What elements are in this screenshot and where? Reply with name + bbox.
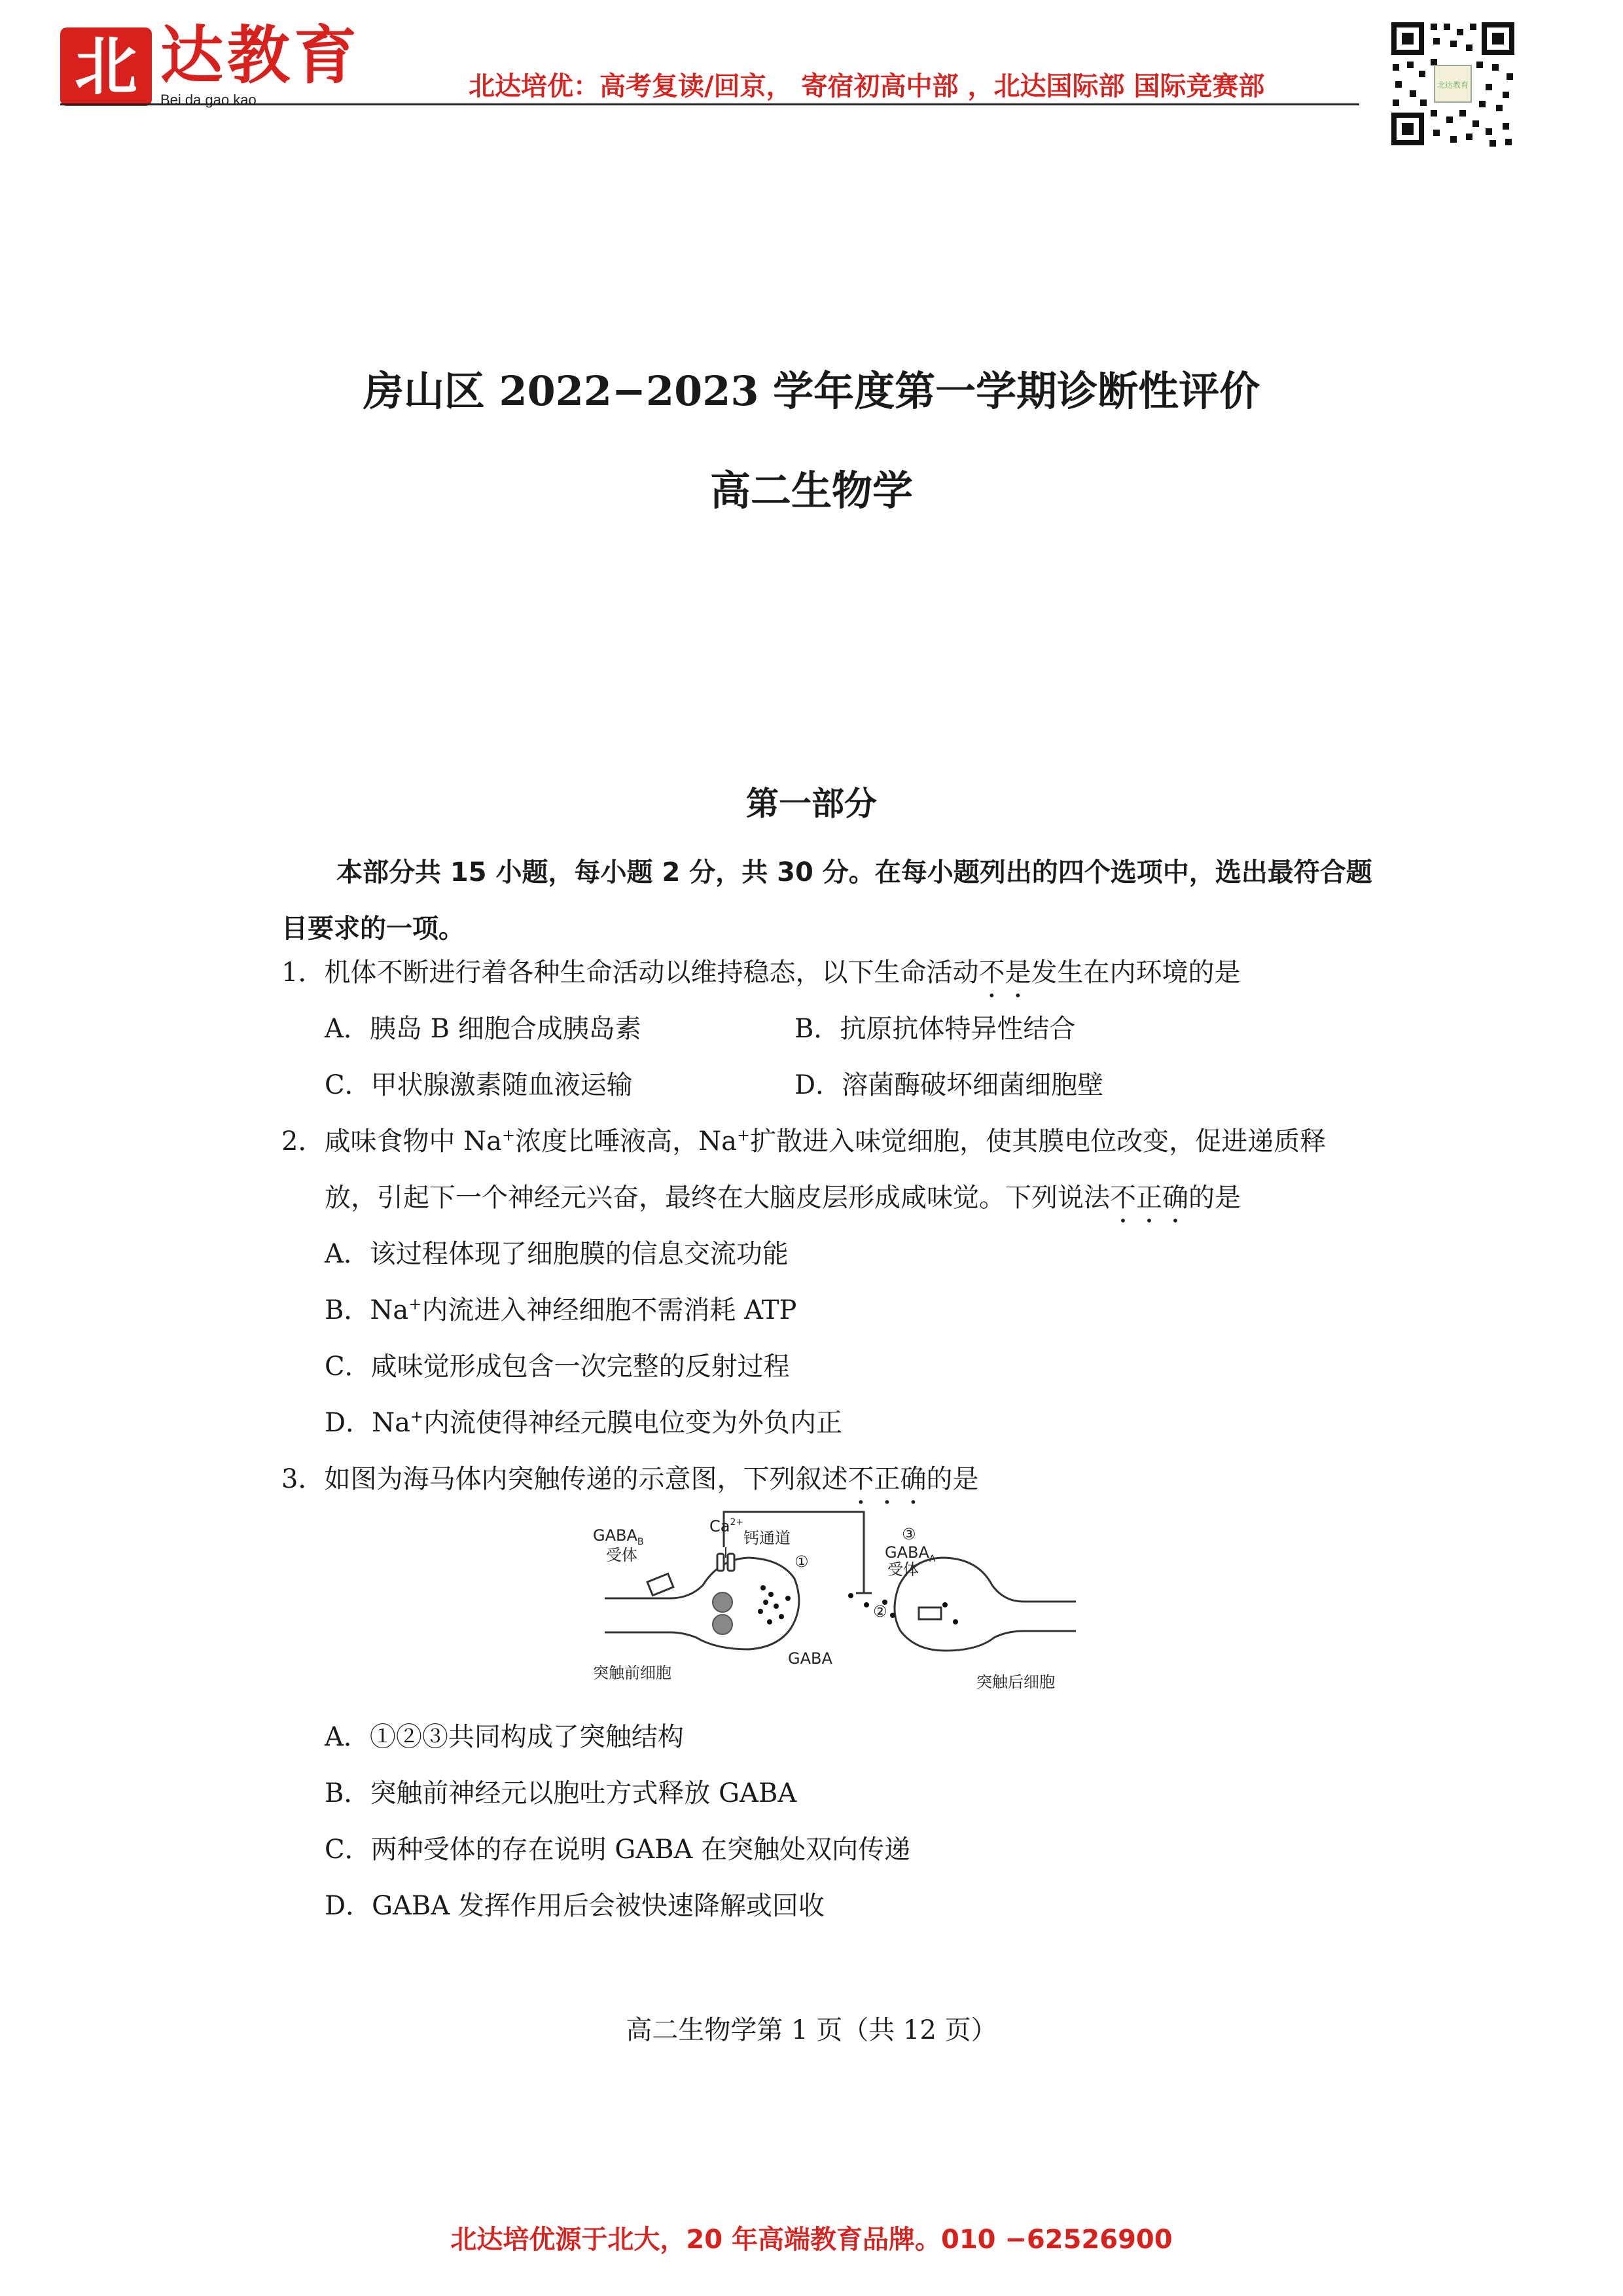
question-1-option-a: A．胰岛 B 细胞合成胰岛素 xyxy=(325,1014,641,1044)
exam-subject: 高二生物学 xyxy=(709,467,913,514)
question-3-option-c: C．两种受体的存在说明 GABA 在突触处双向传递 xyxy=(325,1835,911,1865)
question-3-option-b: B．突触前神经元以胞吐方式释放 GABA xyxy=(325,1778,797,1808)
question-1-option-b: B．抗原抗体特异性结合 xyxy=(794,1014,1076,1044)
question-1-stem: 1．机体不断进行着各种生命活动以维持稳态，以下生命活动不是发生在内环境的是 xyxy=(281,958,1241,988)
logo-subtitle: Bei da gao kao xyxy=(160,92,257,108)
header-divider xyxy=(60,103,1359,105)
page-number: 高二生物学第 1 页（共 12 页） xyxy=(626,2015,997,2045)
synapse-diagram xyxy=(592,1507,1089,1693)
question-3-option-d: D．GABA 发挥作用后会被快速降解或回收 xyxy=(325,1891,825,1921)
question-2-option-c: C．咸味觉形成包含一次完整的反射过程 xyxy=(325,1352,790,1382)
footer-slogan: 北达培优源于北大，20 年高端教育品牌。010 −62526900 xyxy=(450,2225,1173,2255)
marker-1: ① xyxy=(794,1552,809,1571)
calcium-channel-label: 钙通道 xyxy=(743,1529,791,1547)
question-2-option-a: A．该过程体现了细胞膜的信息交流功能 xyxy=(325,1239,789,1269)
exam-title: 房山区 2022−2023 学年度第一学期诊断性评价 xyxy=(363,367,1260,415)
gaba-a-receptor-label: 受体 xyxy=(887,1560,919,1579)
calcium-ion-label: $Ca^{2+}$ xyxy=(709,1517,744,1535)
gaba-label: GABA xyxy=(788,1649,832,1668)
marker-3: ③ xyxy=(902,1525,916,1543)
question-3-option-a: A．①②③共同构成了突触结构 xyxy=(325,1722,684,1752)
marker-2: ② xyxy=(873,1602,887,1621)
section-instructions: 本部分共 15 小题，每小题 2 分，共 30 分。在每小题列出的四个选项中，选出最符合题目要求的一项。 xyxy=(281,857,1372,944)
gaba-a-label: $GABA_A$ xyxy=(885,1543,936,1564)
question-1-option-c: C．甲状腺激素随血液运输 xyxy=(325,1070,633,1100)
section-title: 第一部分 xyxy=(746,785,877,823)
gaba-b-label: $GABA_B$ xyxy=(593,1526,644,1547)
qr-center-label: 北达教育 xyxy=(1436,81,1469,90)
postsynaptic-cell-label: 突触后细胞 xyxy=(976,1673,1055,1691)
gaba-b-receptor-label: 受体 xyxy=(606,1546,637,1564)
question-3-stem: 3．如图为海马体内突触传递的示意图，下列叙述不正确的是 xyxy=(281,1464,979,1494)
logo-text: 达教育 xyxy=(160,18,361,92)
question-2-option-b: B．Na+内流进入神经细胞不需消耗 ATP xyxy=(325,1295,797,1325)
presynaptic-cell-label: 突触前细胞 xyxy=(593,1664,671,1682)
question-1-option-d: D．溶菌酶破坏细菌细胞壁 xyxy=(794,1070,1104,1100)
logo-mark: 北 xyxy=(60,27,152,106)
header-slogan: 北达培优：高考复读/回京， 寄宿初高中部 ，北达国际部 国际竞赛部 xyxy=(469,71,1265,101)
qr-code-icon xyxy=(1387,18,1518,149)
question-2-option-d: D．Na+内流使得神经元膜电位变为外负内正 xyxy=(325,1407,843,1438)
question-2-stem-line-2: 放，引起下一个神经元兴奋，最终在大脑皮层形成咸味觉。下列说法不正确的是 xyxy=(325,1183,1241,1213)
question-2-stem-line-1: 2．咸味食物中 Na+浓度比唾液高，Na+扩散进入味觉细胞，使其膜电位改变，促进递质释 xyxy=(281,1126,1327,1157)
